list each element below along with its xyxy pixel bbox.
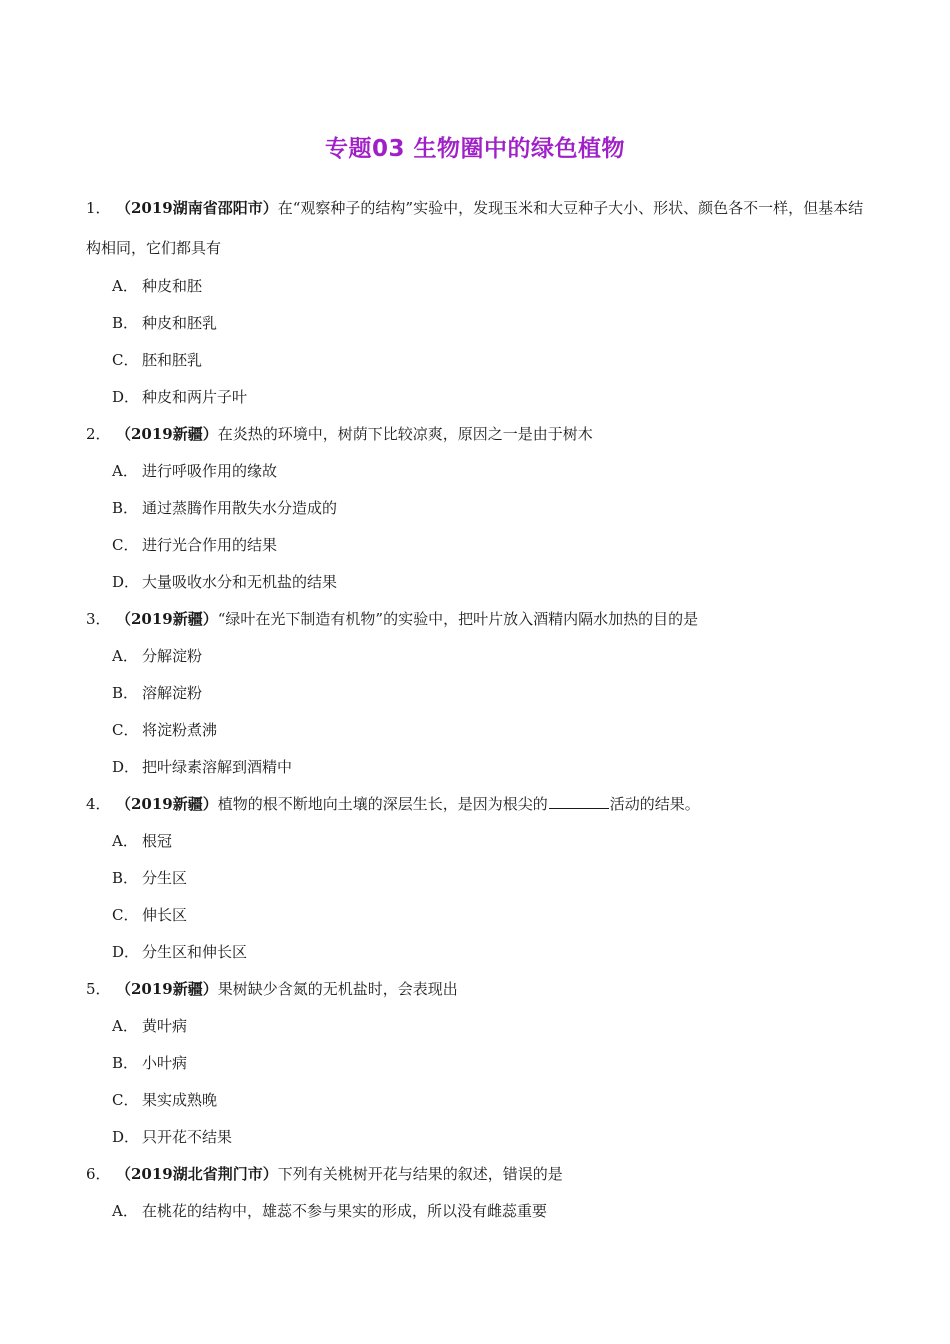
option-c [86, 1082, 866, 1119]
option-d [86, 379, 866, 416]
option-text: 种皮和胚 [142, 277, 203, 295]
option-text: 只开花不结果 [142, 1128, 233, 1146]
option-a [86, 638, 866, 675]
question-list [86, 188, 866, 1230]
question-5 [86, 971, 866, 1156]
option-letter: D． [112, 943, 140, 961]
option-a [86, 1193, 866, 1230]
option-text: 分解淀粉 [142, 647, 203, 665]
option-text: 种皮和两片子叶 [142, 388, 248, 406]
option-letter: C． [112, 906, 139, 924]
page-title: 专题03 生物圈中的绿色植物 [324, 136, 625, 162]
option-d [86, 1119, 866, 1156]
option-c [86, 527, 866, 564]
option-text: 分生区和伸长区 [142, 943, 248, 961]
question-stem [86, 971, 866, 1008]
question-source: （2019湖南省邵阳市） [116, 199, 278, 217]
question-source: （2019新疆） [116, 980, 218, 998]
question-3 [86, 601, 866, 786]
question-text: 在炎热的环境中，树荫下比较凉爽，原因之一是由于树木 [217, 425, 593, 443]
option-letter: B． [112, 1054, 139, 1072]
option-a [86, 1008, 866, 1045]
question-2 [86, 416, 866, 601]
option-a [86, 453, 866, 490]
option-text: 果实成熟晚 [142, 1091, 218, 1109]
option-text: 把叶绿素溶解到酒精中 [142, 758, 293, 776]
option-letter: D． [112, 758, 140, 776]
question-text-before: 植物的根不断地向土壤的深层生长，是因为根尖的 [217, 795, 548, 813]
question-text: 在“观察种子的结构”实验中，发现玉米和大豆种子大小、形状、颜色各不一样，但基本结构相同，它们都具有 [86, 199, 864, 257]
question-text: 果树缺少含氮的无机盐时，会表现出 [217, 980, 458, 998]
option-d [86, 564, 866, 601]
option-letter: B． [112, 869, 139, 887]
option-letter: C． [112, 1091, 139, 1109]
option-text: 溶解淀粉 [142, 684, 203, 702]
option-letter: C． [112, 536, 139, 554]
option-letter: B． [112, 499, 139, 517]
option-text: 通过蒸腾作用散失水分造成的 [142, 499, 338, 517]
option-letter: A． [112, 647, 138, 665]
question-number: 1． [86, 199, 111, 217]
question-number: 4． [86, 795, 111, 813]
option-c [86, 897, 866, 934]
option-letter: B． [112, 314, 139, 332]
option-text: 种皮和胚乳 [142, 314, 218, 332]
option-a [86, 268, 866, 305]
option-letter: A． [112, 832, 138, 850]
question-number: 2． [86, 425, 111, 443]
option-text: 在桃花的结构中，雄蕊不参与果实的形成，所以没有雌蕊重要 [142, 1202, 548, 1220]
option-letter: D． [112, 573, 140, 591]
option-b [86, 490, 866, 527]
question-1 [86, 188, 866, 416]
question-stem [86, 188, 866, 268]
question-source: （2019新疆） [116, 795, 218, 813]
option-d [86, 749, 866, 786]
question-stem [86, 786, 866, 823]
option-d [86, 934, 866, 971]
option-text: 胚和胚乳 [142, 351, 203, 369]
option-letter: A． [112, 462, 138, 480]
question-4 [86, 786, 866, 971]
option-letter: A． [112, 1202, 138, 1220]
question-text-after: 活动的结果。 [609, 795, 700, 813]
option-letter: D． [112, 1128, 140, 1146]
question-number: 6． [86, 1165, 111, 1183]
option-letter: C． [112, 721, 139, 739]
option-text: 进行呼吸作用的缘故 [142, 462, 278, 480]
option-b [86, 675, 866, 712]
question-source: （2019新疆） [116, 610, 218, 628]
question-number: 3． [86, 610, 111, 628]
option-text: 黄叶病 [142, 1017, 188, 1035]
question-number: 5． [86, 980, 111, 998]
option-b [86, 860, 866, 897]
option-text: 分生区 [142, 869, 188, 887]
question-stem [86, 416, 866, 453]
option-text: 进行光合作用的结果 [142, 536, 278, 554]
option-text: 将淀粉煮沸 [142, 721, 218, 739]
question-stem [86, 1156, 866, 1193]
answer-blank [549, 794, 609, 809]
option-letter: B． [112, 684, 139, 702]
question-text: “绿叶在光下制造有机物”的实验中，把叶片放入酒精内隔水加热的目的是 [217, 610, 699, 628]
question-text: 下列有关桃树开花与结果的叙述，错误的是 [277, 1165, 563, 1183]
option-b [86, 305, 866, 342]
question-stem [86, 601, 866, 638]
option-c [86, 342, 866, 379]
option-b [86, 1045, 866, 1082]
option-text: 小叶病 [142, 1054, 188, 1072]
question-source: （2019新疆） [116, 425, 218, 443]
option-a [86, 823, 866, 860]
option-letter: D． [112, 388, 140, 406]
option-letter: C． [112, 351, 139, 369]
option-text: 大量吸收水分和无机盐的结果 [142, 573, 338, 591]
option-letter: A． [112, 277, 138, 295]
option-letter: A． [112, 1017, 138, 1035]
option-text: 伸长区 [142, 906, 188, 924]
option-text: 根冠 [142, 832, 173, 850]
option-c [86, 712, 866, 749]
question-6 [86, 1156, 866, 1230]
question-source: （2019湖北省荆门市） [116, 1165, 278, 1183]
